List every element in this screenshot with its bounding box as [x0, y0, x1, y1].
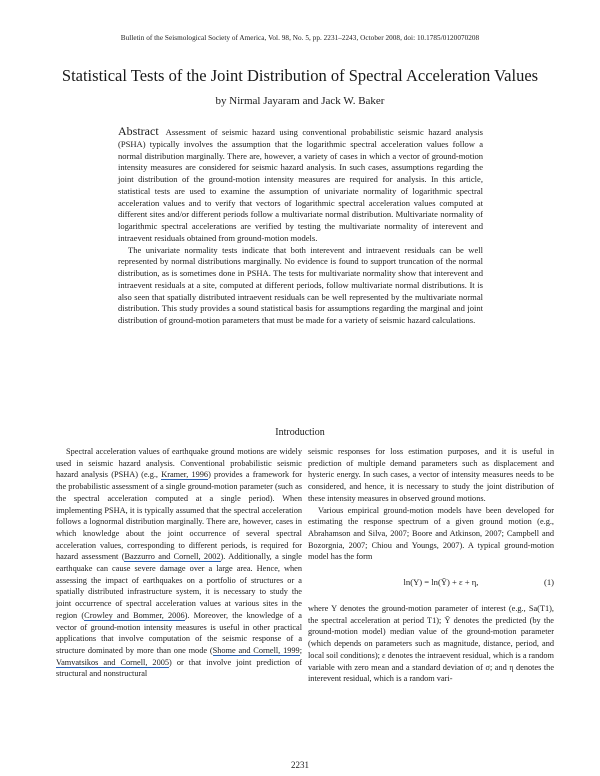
journal-header: Bulletin of the Seismological Society of America, Vol. 98, No. 5, pp. 2231–2243, October 2008, doi: 10.1785/0120070208: [120, 34, 480, 42]
citation-link[interactable]: Crowley and Bommer, 2006: [84, 610, 185, 620]
left-text-2: ) provides a framework for the probabilistic assessment of a single ground-motion parameter (such as the spectral acceleration computed at a single period). When implementing PSHA, it is typically assumed that the spectral acceleration follows a lognormal distribution marginally. There are, however, cases in which knowledge about the joint occurrence of several spectral acceleration values, corresponding to different periods, is required for hazard assessment (: [56, 470, 302, 562]
right-paragraph-2: Various empirical ground-motion models have been developed for estimating the response spectrum of a given ground motion (e.g., Abrahamson and Silva, 2007; Boore and Atkinson, 2007; Campbell and Bozorgnia, 2007; Chiou and Youngs, 2007). A typical ground-motion model has the form: [308, 505, 554, 562]
left-paragraph: [56, 446, 302, 680]
citation-link[interactable]: Shome and Cornell, 1999: [212, 645, 300, 655]
abstract-label: Abstract: [118, 124, 159, 138]
equation-1: [308, 563, 554, 603]
page-number: 2231: [291, 760, 309, 770]
citation-link[interactable]: Bazzurro and Cornell, 2002: [124, 552, 221, 562]
paper-authors: by Nirmal Jayaram and Jack W. Baker: [215, 95, 385, 107]
left-text-1: Spectral acceleration values of earthquake ground motions are widely used in seismic hazard analysis. Conventional probabilistic seismic hazard analysis (PSHA) (e.g.,: [56, 447, 302, 480]
citation-link[interactable]: Kramer, 1996: [161, 470, 209, 480]
abstract-paragraph-2: The univariate normality tests indicate that both interevent and intraevent residuals can be well represented by normal distributions marginally. No evidence is found to support truncation of the normal distribution, as is sometimes done in PSHA. The tests for multivariate normality show that interevent and intraevent residuals at a site, computed at different periods, follow multivariate normal distributions. It is also seen that spatially distributed intraevent residuals can be well represented by the multivariate normal distribution. This study provides a sound statistical basis for assumptions regarding the marginal and joint distribution of ground-motion parameters that must be made for a variety of seismic hazard calculations.: [118, 244, 483, 325]
right-paragraph-1: seismic responses for loss estimation purposes, and it is useful in prediction of multiple demand parameters such as displacement and hysteric energy. In such cases, a vector of intensity measures needs to be considered, and hence, it is necessary to study the joint distribution of these intensity measures in observed ground motions.: [308, 447, 554, 503]
left-text-4: ). Moreover, the knowledge of a vector of ground-motion intensity measures is useful in other practical applications that involve computation of the seismic response of a structure dominated by more than one mode (: [56, 610, 302, 655]
left-column: [56, 446, 302, 680]
abstract-text-1: Assessment of seismic hazard using conventional probabilistic seismic hazard analysis (PSHA) typically involves the assumption that the logarithmic spectral acceleration values follow a normal distribution marginally. There are, however, a variety of cases in which a vector of ground-motion intensity measures are considered for seismic hazard analysis. In such cases, assumptions regarding the joint distribution of the ground-motion intensity measures are required for analysis. In this article, statistical tests are used to examine the assumption of univariate normality of logarithmic spectral acceleration values and to verify that vectors of logarithmic spectral acceleration values computed at different sites and/or different periods follow a multivariate normal distribution. Multivariate normality of logarithmic spectral accelerations are verified by testing the multivariate normality of interevent and intraevent residuals obtained from ground-motion models.: [118, 127, 483, 243]
left-text-5: ;: [299, 645, 302, 655]
abstract-paragraph-1: [118, 126, 483, 245]
section-heading-introduction: Introduction: [275, 427, 325, 438]
abstract: [118, 126, 483, 327]
equation-body: ln(Y) = ln(Ȳ) + ε + η,: [403, 577, 479, 588]
paper-title: Statistical Tests of the Joint Distribution of Spectral Acceleration Values: [61, 66, 539, 85]
left-text-6: ) or that involve joint prediction of structural and nonstructural: [56, 657, 302, 679]
right-paragraph-3: where Y denotes the ground-motion parameter of interest (e.g., Sa(T1), the spectral acceleration at period T1); Ȳ denotes the predicted (by the ground-motion model) median value of the ground-motion parameter (which depends on parameters such as magnitude, distance, period, and local soil conditions); ε denotes the intraevent residual, which is a random variable with zero mean and a standard deviation of σ; and η denotes the interevent residual, which is a random vari-: [308, 604, 554, 684]
left-text-3: ). Additionally, a single earthquake can cause severe damage over a large area. Hence, when assessing the impact of earthquakes on a portfolio of structures or a spatially distributed infrastructure system, it is necessary to study the joint occurrence of spectral acceleration values at various sites in the region (: [56, 552, 302, 620]
right-column: [308, 446, 554, 685]
equation-number: (1): [543, 577, 554, 588]
citation-link[interactable]: Vamvatsikos and Cornell, 2005: [56, 657, 170, 667]
